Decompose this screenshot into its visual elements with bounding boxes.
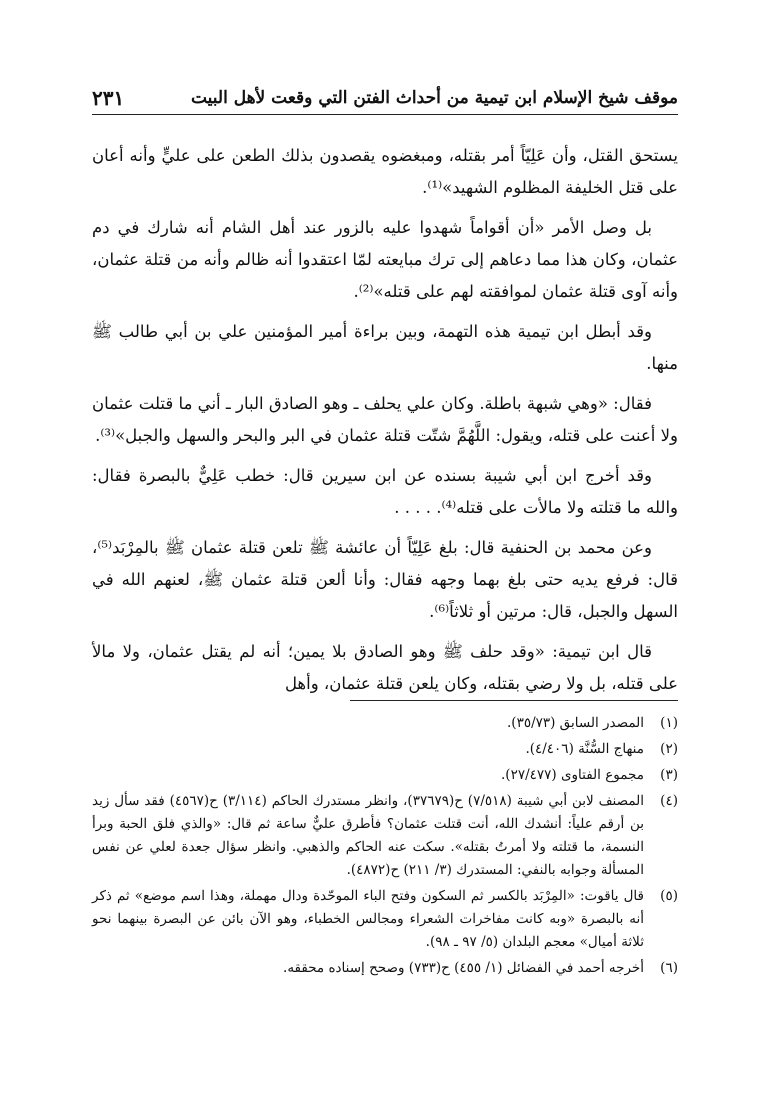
paragraph: وقد أخرج ابن أبي شيبة بسنده عن ابن سيرين قال: خطب عَلِيٌّ بالبصرة فقال: والله ما قتلته ولا مالأت على قتله⁽⁴⁾. . . . . bbox=[92, 466, 678, 517]
footnote-number: (٤) bbox=[660, 793, 678, 809]
footnote bbox=[92, 712, 678, 735]
footnote bbox=[92, 764, 678, 787]
footnote-text: قال ياقوت: «المِرْبَد بالكسر ثم السكون وفتح الباء الموحّدة ودال مهملة، وهذا اسم موضع» ثم ذكر أنه بالبصرة «وبه كانت مفاخرات الشعراء ومجالس الخطباء، وهو الآن بائن عن البصرة بينهما نحو ثلاثة أميال» معجم البلدان (٥/ ٩٧ ـ ٩٨). bbox=[92, 888, 644, 950]
footnote-text: المصدر السابق (٣٥/٧٣). bbox=[507, 715, 644, 731]
paragraph: وقد أبطل ابن تيمية هذه التهمة، وبين براءة أمير المؤمنين علي بن أبي طالب ﷺ منها. bbox=[92, 322, 678, 373]
footnote bbox=[92, 885, 678, 954]
footnote-number: (٢) bbox=[660, 741, 678, 757]
paragraph: قال ابن تيمية: «وقد حلف ﷺ وهو الصادق بلا يمين؛ أنه لم يقتل عثمان، ولا مالأ على قتله، بل ولا رضي بقتله، وكان يلعن قتلة عثمان، وأهل bbox=[92, 642, 678, 693]
footnote bbox=[92, 738, 678, 761]
paragraph: يستحق القتل، وأن عَلِيّاً أمر بقتله، ومبغضوه يقصدون بذلك الطعن على عليٍّ وأنه أعان على قتل الخليفة المظلوم الشهيد»⁽¹⁾. bbox=[92, 146, 678, 197]
footnote-text: المصنف لابن أبي شيبة (٧/٥١٨) ح(٣٧٦٧٩)، وانظر مستدرك الحاكم (٣/١١٤) ح(٤٥٦٧) فقد سأل زيد بن أرقم علياً: أنشدك الله، أنت قتلت عثمان؟ فأطرق عليٌّ ساعة ثم قال: «والذي فلق الحبة وبرأ النسمة، ما قتلته ولا أمرتُ بقتله». سكت عنه الحاكم والذهبي. وانظر سؤال جعدة لعلي عن نفس المسألة وجوابه بالنفي: المستدرك (٣/ ٢١١) ح(٤٨٧٢). bbox=[92, 793, 645, 878]
paragraph: وعن محمد بن الحنفية قال: بلغ عَلِيّاً أن عائشة ﷺ تلعن قتلة عثمان ﷺ بالمِرْبَد⁽⁵⁾، قال: فرفع يديه حتى بلغ بهما وجهه فقال: وأنا ألعن قتلة عثمان ﷺ، لعنهم الله في السهل والجبل، قال: مرتين أو ثلاثاً⁽⁶⁾. bbox=[92, 538, 678, 621]
footnotes bbox=[92, 712, 678, 983]
footnote-separator bbox=[350, 700, 678, 701]
footnote-text: منهاج السُّنَّة (٤/٤٠٦). bbox=[525, 741, 644, 757]
footnote-text: مجموع الفتاوى (٢٧/٤٧٧). bbox=[501, 767, 644, 783]
footnote-text: أخرجه أحمد في الفضائل (١/ ٤٥٥) ح(٧٣٣) وصحح إسناده محققه. bbox=[283, 960, 644, 976]
main-text bbox=[92, 140, 678, 708]
paragraph: بل وصل الأمر «أن أقواماً شهدوا عليه بالزور عند أهل الشام أنه شارك في دم عثمان، وكان هذا مما دعاهم إلى ترك مبايعته لمّا اعتقدوا أنه ظالم وأنه من قتلة عثمان، وأنه آوى قتلة عثمان لموافقته لهم على قتله»⁽²⁾. bbox=[92, 218, 678, 301]
paragraph: فقال: «وهي شبهة باطلة. وكان علي يحلف ـ وهو الصادق البار ـ أني ما قتلت عثمان ولا أعنت على قتله، ويقول: اللَّهُمَّ شتّت قتلة عثمان في البر والبحر والسهل والجبل»⁽³⁾. bbox=[92, 394, 678, 445]
page-number: ٢٣١ bbox=[92, 86, 125, 110]
footnote bbox=[92, 790, 678, 882]
running-title: موقف شيخ الإسلام ابن تيمية من أحداث الفتن التي وقعت لأهل البيت bbox=[190, 88, 678, 108]
footnote-number: (٥) bbox=[660, 888, 678, 904]
footnote-number: (٣) bbox=[660, 767, 678, 783]
running-header bbox=[92, 86, 678, 115]
footnote-number: (٦) bbox=[660, 960, 678, 976]
footnote bbox=[92, 957, 678, 980]
footnote-number: (١) bbox=[660, 715, 678, 731]
